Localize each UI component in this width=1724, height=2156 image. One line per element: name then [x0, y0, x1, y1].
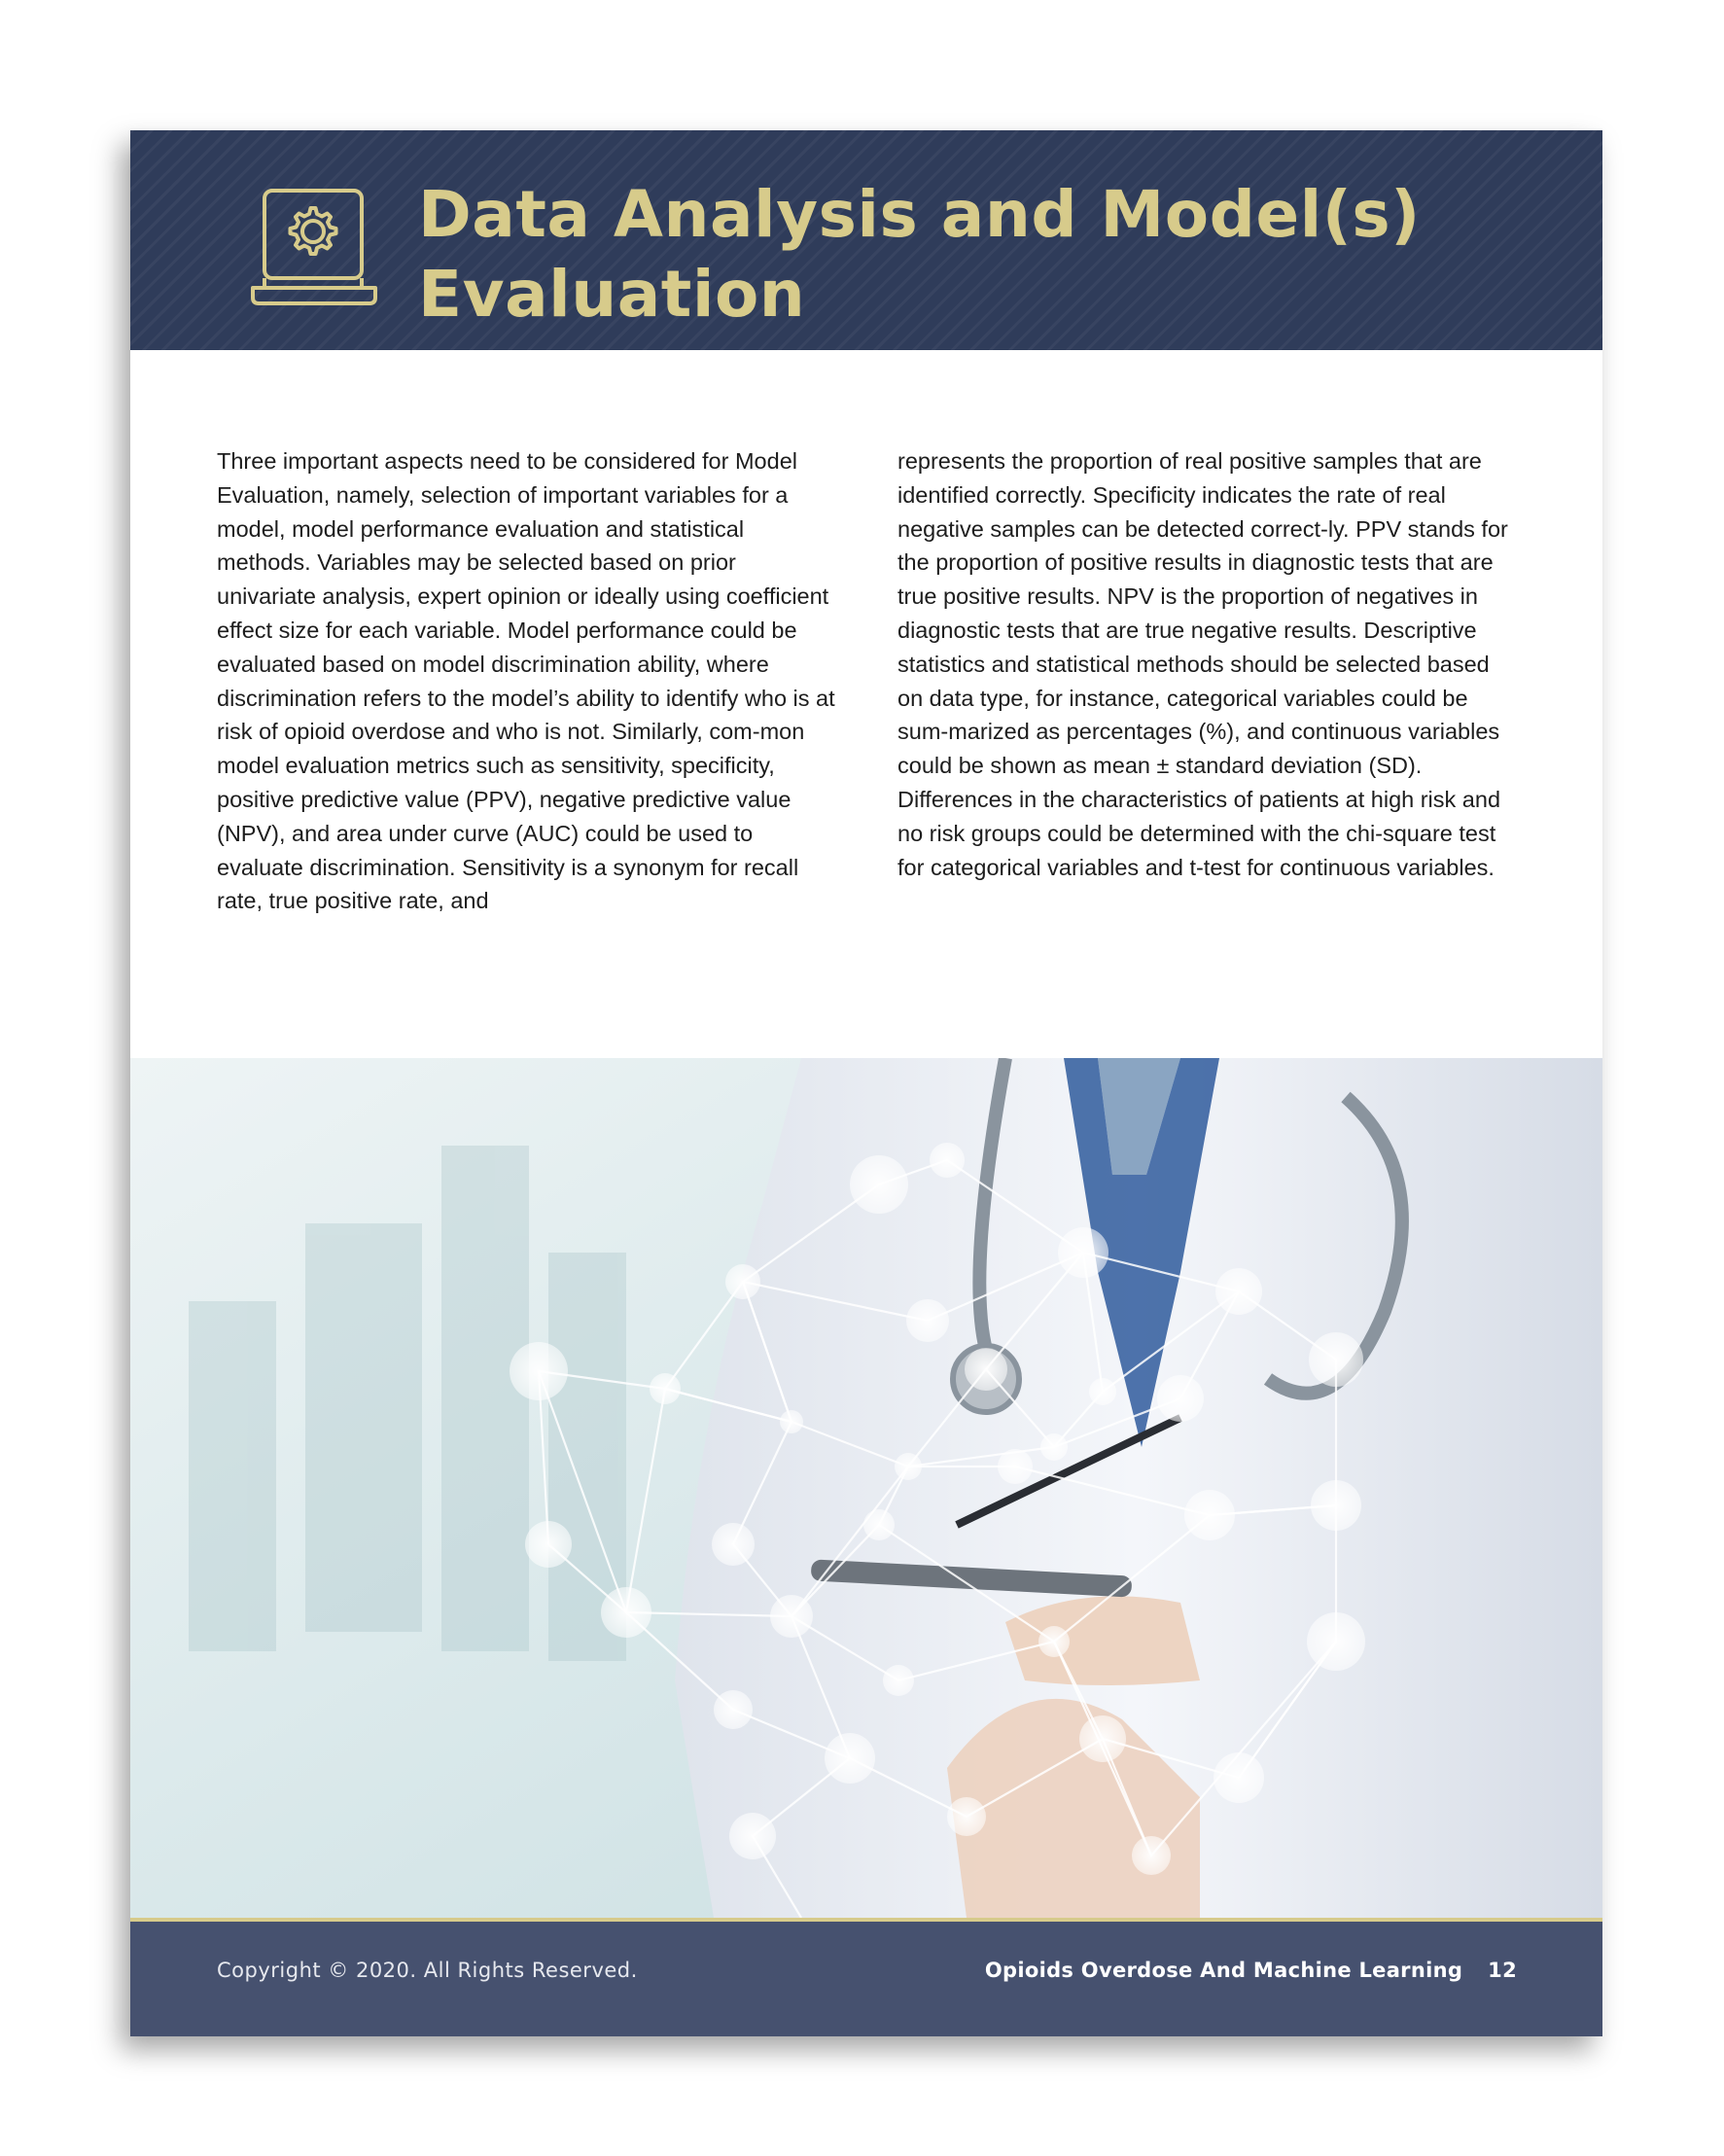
page-footer: [130, 1922, 1602, 2036]
page-title: Data Analysis and Model(s) Evaluation: [418, 177, 1421, 332]
doctor-network-photo: [130, 1058, 1602, 1918]
footer-right: [985, 1959, 1517, 1982]
page-number: 12: [1488, 1959, 1517, 1982]
page-header: [130, 130, 1602, 350]
publication-title: Opioids Overdose And Machine Learning: [984, 1959, 1463, 1982]
document-page: [130, 130, 1602, 2036]
copyright-notice: Copyright © 2020. All Rights Reserved.: [217, 1959, 638, 1982]
laptop-gear-icon: [251, 187, 377, 307]
text-column-left: Three important aspects need to be considered for Model Evaluation, namely, selection of important variables for a model, model performance evaluation and statistical methods. Variables may be selected based on prior univariate analysis, expert opinion or ideally using coefficient effect size for each variable. Model performance could be evaluated based on model discrimination ability, where discrimination refers to the model’s ability to identify who is at risk of opioid overdose and who is not. Similarly, com-mon model evaluation metrics such as sensitivity, specificity, positive predictive value (PPV), negative predictive value (NPV), and area under curve (AUC) could be used to evaluate discrimination. Sensitivity is a synonym for recall rate, true positive rate, and: [217, 448, 835, 914]
body-text: [217, 444, 1520, 918]
text-column-right: represents the proportion of real positive samples that are identified correctly. Specificity indicates the rate of real negative samples can be detected correct-ly. PPV stands for the proportion of positive results in diagnostic tests that are true positive results. NPV is the proportion of negatives in diagnostic tests that are true negative results. Descriptive statistics and statistical methods should be selected based on data type, for instance, categorical variables could be sum-marized as percentages (%), and continuous variables could be shown as mean ± standard deviation (SD). Differences in the characteristics of patients at high risk and no risk groups could be determined with the chi-square test for categorical variables and t-test for continuous variables.: [897, 448, 1508, 880]
